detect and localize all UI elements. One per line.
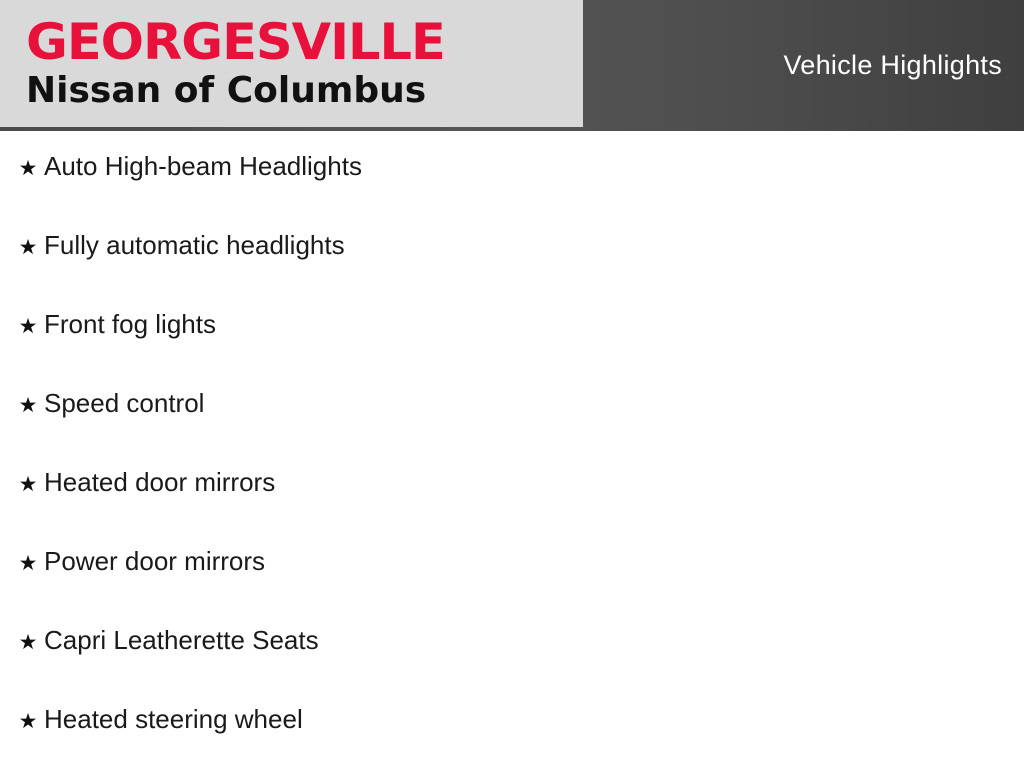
- highlight-label: Fully automatic headlights: [44, 230, 345, 260]
- page-header: [0, 0, 1024, 131]
- highlight-label: Capri Leatherette Seats: [44, 625, 319, 655]
- list-item: [0, 232, 1024, 311]
- star-icon: ★: [18, 236, 38, 259]
- vehicle-highlights-list: [0, 131, 1024, 768]
- list-item: [0, 706, 1024, 768]
- page-title: Vehicle Highlights: [783, 50, 1002, 80]
- highlight-label: Heated door mirrors: [44, 467, 276, 497]
- star-icon: ★: [18, 710, 38, 733]
- star-icon: ★: [18, 631, 38, 654]
- logo-secondary-text: Nissan of Columbus: [26, 69, 427, 111]
- list-item: [0, 153, 1024, 232]
- dealership-logo: [0, 0, 583, 127]
- highlight-label: Power door mirrors: [44, 546, 266, 576]
- star-icon: ★: [18, 157, 38, 180]
- star-icon: ★: [18, 394, 38, 417]
- list-item: [0, 627, 1024, 706]
- logo-primary-text: GEORGESVILLE: [26, 13, 445, 72]
- list-item: [0, 311, 1024, 390]
- highlight-label: Auto High-beam Headlights: [44, 151, 362, 181]
- highlight-label: Heated steering wheel: [44, 704, 303, 734]
- star-icon: ★: [18, 473, 38, 496]
- star-icon: ★: [18, 315, 38, 338]
- star-icon: ★: [18, 552, 38, 575]
- list-item: [0, 390, 1024, 469]
- highlight-label: Speed control: [44, 388, 205, 418]
- list-item: [0, 548, 1024, 627]
- list-item: [0, 469, 1024, 548]
- highlight-label: Front fog lights: [44, 309, 216, 339]
